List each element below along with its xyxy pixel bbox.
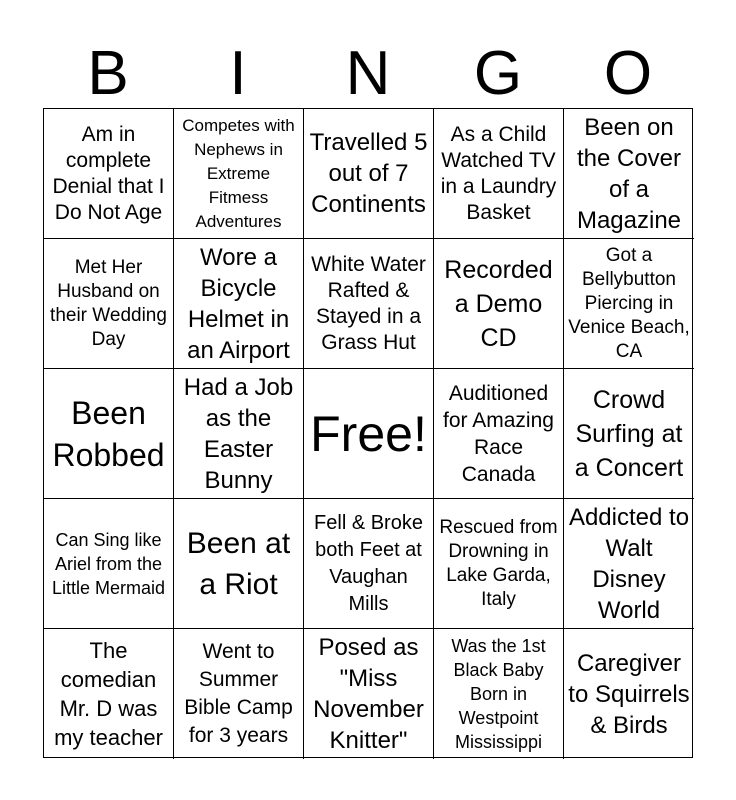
cell-text: Travelled 5 out of 7 Continents	[309, 129, 428, 218]
cell-text: Been on the Cover of a Magazine	[576, 113, 682, 234]
cell-text: Went to Summer Bible Camp for 3 years	[184, 640, 293, 747]
bingo-cell-r2-c1[interactable]	[44, 239, 174, 369]
cell-text: Been Robbed	[52, 394, 165, 473]
cell-text: Got a Bellybutton Piercing in Venice Beach, CA	[568, 244, 690, 362]
cell-text: Posed as "Miss November Knitter"	[313, 634, 424, 754]
bingo-cell-r3-c1[interactable]	[44, 369, 174, 499]
header-letter-n: N	[345, 39, 391, 108]
bingo-cell-r4-c3[interactable]	[304, 499, 434, 629]
bingo-cell-r5-c4[interactable]	[434, 629, 564, 759]
cell-text: Fell & Broke both Feet at Vaughan Mills	[314, 511, 423, 615]
cell-text: As a Child Watched TV in a Laundry Basket	[440, 122, 557, 224]
cell-text: Been at a Riot	[186, 526, 291, 601]
bingo-cell-r2-c3[interactable]	[304, 239, 434, 369]
cell-text: Am in complete Denial that I Do Not Age	[52, 122, 165, 224]
bingo-cell-r1-c2[interactable]	[174, 109, 304, 239]
header-letter-g: G	[473, 39, 523, 108]
bingo-cell-r1-c3[interactable]	[304, 109, 434, 239]
bingo-cell-r4-c4[interactable]	[434, 499, 564, 629]
cell-text: Free!	[310, 405, 427, 462]
bingo-cell-r1-c4[interactable]	[434, 109, 564, 239]
bingo-header	[43, 40, 693, 108]
bingo-cell-r5-c5[interactable]	[564, 629, 694, 759]
cell-text: Can Sing like Ariel from the Little Mermaid	[51, 529, 166, 598]
cell-text: Was the 1st Black Baby Born in Westpoint Mississippi	[451, 636, 546, 752]
header-letter-b: B	[87, 39, 129, 108]
bingo-grid	[43, 108, 693, 758]
cell-text: White Water Rafted & Stayed in a Grass Hut	[311, 252, 426, 354]
cell-text: Auditioned for Amazing Race Canada	[443, 381, 554, 486]
cell-text: Met Her Husband on their Wedding Day	[50, 256, 167, 350]
bingo-cell-r4-c5[interactable]	[564, 499, 694, 629]
bingo-cell-r4-c1[interactable]	[44, 499, 174, 629]
cell-text: Recorded a Demo CD	[444, 255, 553, 352]
free-space[interactable]	[304, 369, 434, 499]
bingo-cell-r4-c2[interactable]	[174, 499, 304, 629]
bingo-cell-r2-c2[interactable]	[174, 239, 304, 369]
cell-text: Addicted to Walt Disney World	[568, 503, 690, 624]
cell-text: Competes with Nephews in Extreme Fitmess Adventures	[182, 115, 295, 231]
cell-text: Wore a Bicycle Helmet in an Airport	[187, 243, 290, 364]
cell-text: Rescued from Drowning in Lake Garda, Italy	[439, 516, 558, 610]
bingo-cell-r5-c3[interactable]	[304, 629, 434, 759]
cell-text: The comedian Mr. D was my teacher	[54, 638, 163, 750]
bingo-cell-r3-c4[interactable]	[434, 369, 564, 499]
bingo-cell-r5-c2[interactable]	[174, 629, 304, 759]
bingo-cell-r5-c1[interactable]	[44, 629, 174, 759]
bingo-cell-r2-c4[interactable]	[434, 239, 564, 369]
header-letter-o: O	[603, 39, 653, 108]
bingo-cell-r3-c2[interactable]	[174, 369, 304, 499]
cell-text: Crowd Surfing at a Concert	[574, 385, 684, 482]
bingo-cell-r1-c5[interactable]	[564, 109, 694, 239]
bingo-cell-r2-c5[interactable]	[564, 239, 694, 369]
bingo-cell-r1-c1[interactable]	[44, 109, 174, 239]
header-letter-i: I	[229, 39, 247, 108]
bingo-cell-r3-c5[interactable]	[564, 369, 694, 499]
cell-text: Caregiver to Squirrels & Birds	[568, 649, 690, 739]
cell-text: Had a Job as the Easter Bunny	[183, 373, 294, 494]
